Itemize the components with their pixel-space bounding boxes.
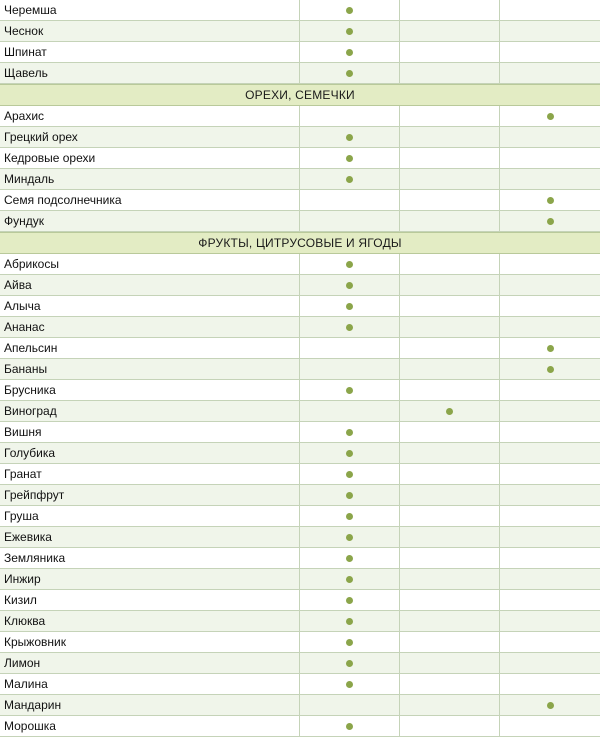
column-2-cell	[400, 695, 500, 715]
food-name: Алыча	[0, 296, 300, 316]
food-name: Ежевика	[0, 527, 300, 547]
marker-dot-icon	[346, 555, 353, 562]
column-3-cell	[500, 716, 600, 736]
table-row	[0, 716, 600, 737]
table-row	[0, 695, 600, 716]
column-1-cell	[300, 674, 400, 694]
marker-dot-icon	[346, 639, 353, 646]
column-3-cell	[500, 317, 600, 337]
column-1-cell	[300, 695, 400, 715]
food-name: Вишня	[0, 422, 300, 442]
column-3-cell	[500, 211, 600, 231]
column-1-cell	[300, 401, 400, 421]
column-2-cell	[400, 275, 500, 295]
table-row	[0, 21, 600, 42]
column-3-cell	[500, 590, 600, 610]
column-1-cell	[300, 106, 400, 126]
column-3-cell	[500, 695, 600, 715]
marker-dot-icon	[346, 597, 353, 604]
column-2-cell	[400, 42, 500, 62]
column-3-cell	[500, 422, 600, 442]
column-2-cell	[400, 148, 500, 168]
table-row	[0, 0, 600, 21]
column-3-cell	[500, 106, 600, 126]
column-2-cell	[400, 716, 500, 736]
column-2-cell	[400, 317, 500, 337]
column-3-cell	[500, 485, 600, 505]
table-row	[0, 317, 600, 338]
food-name: Черемша	[0, 0, 300, 20]
food-name: Малина	[0, 674, 300, 694]
column-3-cell	[500, 527, 600, 547]
column-1-cell	[300, 254, 400, 274]
column-1-cell	[300, 169, 400, 189]
column-1-cell	[300, 211, 400, 231]
food-name: Инжир	[0, 569, 300, 589]
column-1-cell	[300, 485, 400, 505]
column-1-cell	[300, 21, 400, 41]
food-name: Абрикосы	[0, 254, 300, 274]
table-row	[0, 254, 600, 275]
table-row	[0, 422, 600, 443]
column-1-cell	[300, 569, 400, 589]
column-3-cell	[500, 548, 600, 568]
column-1-cell	[300, 127, 400, 147]
marker-dot-icon	[346, 681, 353, 688]
table-row	[0, 548, 600, 569]
column-1-cell	[300, 317, 400, 337]
column-2-cell	[400, 106, 500, 126]
column-2-cell	[400, 674, 500, 694]
table-row	[0, 296, 600, 317]
column-3-cell	[500, 464, 600, 484]
column-2-cell	[400, 359, 500, 379]
marker-dot-icon	[346, 176, 353, 183]
marker-dot-icon	[346, 282, 353, 289]
table-row	[0, 401, 600, 422]
marker-dot-icon	[346, 28, 353, 35]
food-name: Кизил	[0, 590, 300, 610]
column-1-cell	[300, 296, 400, 316]
table-row	[0, 632, 600, 653]
column-3-cell	[500, 42, 600, 62]
marker-dot-icon	[547, 366, 554, 373]
marker-dot-icon	[346, 324, 353, 331]
column-3-cell	[500, 653, 600, 673]
marker-dot-icon	[346, 155, 353, 162]
marker-dot-icon	[446, 408, 453, 415]
column-3-cell	[500, 169, 600, 189]
table-row	[0, 359, 600, 380]
food-name: Бананы	[0, 359, 300, 379]
column-2-cell	[400, 401, 500, 421]
column-1-cell	[300, 590, 400, 610]
column-2-cell	[400, 338, 500, 358]
column-3-cell	[500, 148, 600, 168]
marker-dot-icon	[346, 134, 353, 141]
column-2-cell	[400, 190, 500, 210]
column-2-cell	[400, 590, 500, 610]
food-name: Семя подсолнечника	[0, 190, 300, 210]
marker-dot-icon	[346, 492, 353, 499]
section-header-row	[0, 84, 600, 106]
table-row	[0, 569, 600, 590]
food-name: Миндаль	[0, 169, 300, 189]
table-row	[0, 127, 600, 148]
marker-dot-icon	[346, 303, 353, 310]
column-3-cell	[500, 632, 600, 652]
column-3-cell	[500, 401, 600, 421]
column-1-cell	[300, 0, 400, 20]
column-1-cell	[300, 422, 400, 442]
food-name: Кедровые орехи	[0, 148, 300, 168]
column-1-cell	[300, 653, 400, 673]
column-2-cell	[400, 527, 500, 547]
marker-dot-icon	[346, 513, 353, 520]
food-name: Щавель	[0, 63, 300, 83]
table-row	[0, 106, 600, 127]
food-name: Апельсин	[0, 338, 300, 358]
marker-dot-icon	[346, 261, 353, 268]
column-2-cell	[400, 653, 500, 673]
food-name: Арахис	[0, 106, 300, 126]
table-row	[0, 611, 600, 632]
food-name: Морошка	[0, 716, 300, 736]
column-3-cell	[500, 674, 600, 694]
marker-dot-icon	[346, 450, 353, 457]
table-row	[0, 485, 600, 506]
column-2-cell	[400, 169, 500, 189]
column-1-cell	[300, 548, 400, 568]
table-row	[0, 590, 600, 611]
column-3-cell	[500, 611, 600, 631]
marker-dot-icon	[346, 429, 353, 436]
food-name: Виноград	[0, 401, 300, 421]
column-1-cell	[300, 148, 400, 168]
column-2-cell	[400, 548, 500, 568]
column-1-cell	[300, 275, 400, 295]
marker-dot-icon	[346, 70, 353, 77]
food-name: Грейпфрут	[0, 485, 300, 505]
column-3-cell	[500, 380, 600, 400]
food-name: Айва	[0, 275, 300, 295]
column-1-cell	[300, 632, 400, 652]
column-3-cell	[500, 296, 600, 316]
table-row	[0, 527, 600, 548]
table-row	[0, 63, 600, 84]
column-2-cell	[400, 443, 500, 463]
column-1-cell	[300, 380, 400, 400]
column-1-cell	[300, 716, 400, 736]
column-2-cell	[400, 422, 500, 442]
column-2-cell	[400, 380, 500, 400]
column-1-cell	[300, 42, 400, 62]
column-2-cell	[400, 296, 500, 316]
column-3-cell	[500, 254, 600, 274]
table-row	[0, 653, 600, 674]
column-2-cell	[400, 569, 500, 589]
marker-dot-icon	[346, 387, 353, 394]
column-1-cell	[300, 338, 400, 358]
food-name: Ананас	[0, 317, 300, 337]
marker-dot-icon	[346, 49, 353, 56]
column-1-cell	[300, 359, 400, 379]
column-1-cell	[300, 506, 400, 526]
table-row	[0, 169, 600, 190]
column-2-cell	[400, 506, 500, 526]
food-name: Мандарин	[0, 695, 300, 715]
marker-dot-icon	[346, 660, 353, 667]
food-name: Грецкий орех	[0, 127, 300, 147]
column-2-cell	[400, 21, 500, 41]
food-name: Шпинат	[0, 42, 300, 62]
column-2-cell	[400, 0, 500, 20]
food-name: Чеснок	[0, 21, 300, 41]
marker-dot-icon	[346, 723, 353, 730]
column-1-cell	[300, 190, 400, 210]
marker-dot-icon	[346, 576, 353, 583]
table-row	[0, 674, 600, 695]
marker-dot-icon	[547, 702, 554, 709]
column-2-cell	[400, 611, 500, 631]
column-3-cell	[500, 63, 600, 83]
table-row	[0, 464, 600, 485]
column-2-cell	[400, 485, 500, 505]
table-row	[0, 42, 600, 63]
column-3-cell	[500, 275, 600, 295]
food-name: Гранат	[0, 464, 300, 484]
food-name: Лимон	[0, 653, 300, 673]
marker-dot-icon	[547, 113, 554, 120]
column-2-cell	[400, 632, 500, 652]
food-name: Крыжовник	[0, 632, 300, 652]
food-name: Фундук	[0, 211, 300, 231]
section-header-row	[0, 232, 600, 254]
food-name: Брусника	[0, 380, 300, 400]
column-2-cell	[400, 211, 500, 231]
table-row	[0, 506, 600, 527]
column-3-cell	[500, 21, 600, 41]
food-name: Клюква	[0, 611, 300, 631]
column-1-cell	[300, 443, 400, 463]
column-3-cell	[500, 569, 600, 589]
table-row	[0, 443, 600, 464]
column-3-cell	[500, 127, 600, 147]
column-1-cell	[300, 527, 400, 547]
table-row	[0, 275, 600, 296]
column-3-cell	[500, 506, 600, 526]
food-name: Земляника	[0, 548, 300, 568]
column-2-cell	[400, 254, 500, 274]
table-row	[0, 190, 600, 211]
marker-dot-icon	[547, 345, 554, 352]
marker-dot-icon	[346, 534, 353, 541]
column-3-cell	[500, 338, 600, 358]
table-row	[0, 148, 600, 169]
section-title: ФРУКТЫ, ЦИТРУСОВЫЕ И ЯГОДЫ	[198, 236, 402, 250]
column-3-cell	[500, 443, 600, 463]
column-2-cell	[400, 63, 500, 83]
marker-dot-icon	[346, 471, 353, 478]
marker-dot-icon	[346, 618, 353, 625]
table-row	[0, 211, 600, 232]
column-1-cell	[300, 464, 400, 484]
food-name: Груша	[0, 506, 300, 526]
marker-dot-icon	[346, 7, 353, 14]
column-3-cell	[500, 0, 600, 20]
column-2-cell	[400, 464, 500, 484]
marker-dot-icon	[547, 218, 554, 225]
column-3-cell	[500, 359, 600, 379]
section-title: ОРЕХИ, СЕМЕЧКИ	[245, 88, 355, 102]
table-row	[0, 338, 600, 359]
column-1-cell	[300, 63, 400, 83]
column-3-cell	[500, 190, 600, 210]
marker-dot-icon	[547, 197, 554, 204]
column-2-cell	[400, 127, 500, 147]
food-name: Голубика	[0, 443, 300, 463]
table-row	[0, 380, 600, 401]
column-1-cell	[300, 611, 400, 631]
